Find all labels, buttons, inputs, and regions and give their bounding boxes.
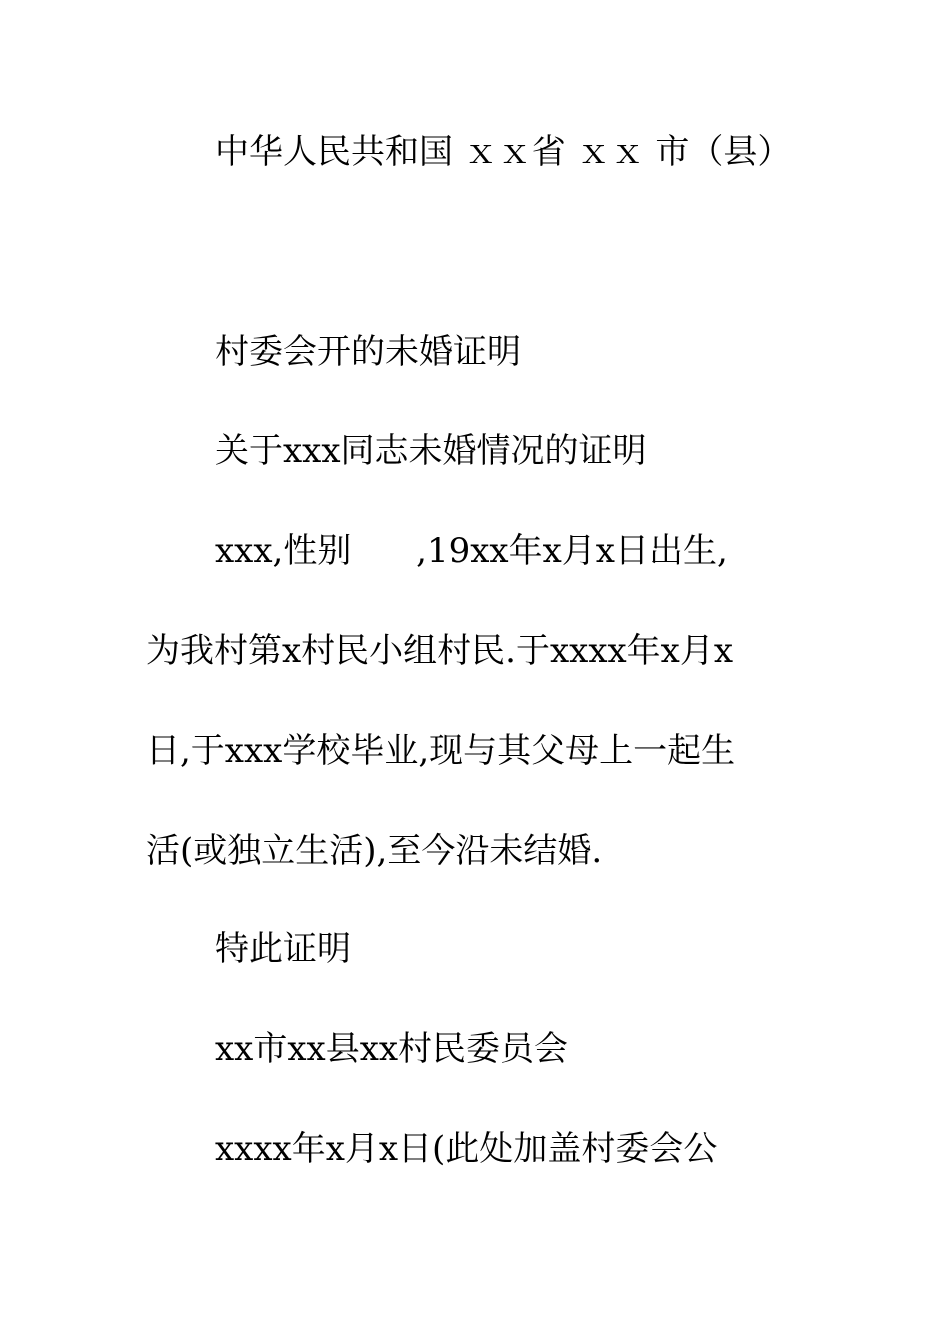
closing-statement: 特此证明 [215,929,351,969]
document-title: 村委会开的未婚证明 [215,332,521,372]
body-line-3: 日,于xxx学校毕业,现与其父母上一起生 [146,731,736,771]
date-line: xxxx年x月x日(此处加盖村委会公 [215,1129,718,1169]
body-line-2: 为我村第x村民小组村民.于xxxx年x月x [146,631,734,671]
body-line-4: 活(或独立生活),至今沿未结婚. [146,831,603,871]
document-subtitle: 关于xxx同志未婚情况的证明 [215,431,647,471]
issuer-name: xx市xx县xx村民委员会 [215,1029,569,1069]
body-line-1: xxx,性别 ,19xx年x月x日出生, [215,531,728,571]
header-line: 中华人民共和国 ｘｘ省 ｘｘ 市（县） [215,132,792,172]
